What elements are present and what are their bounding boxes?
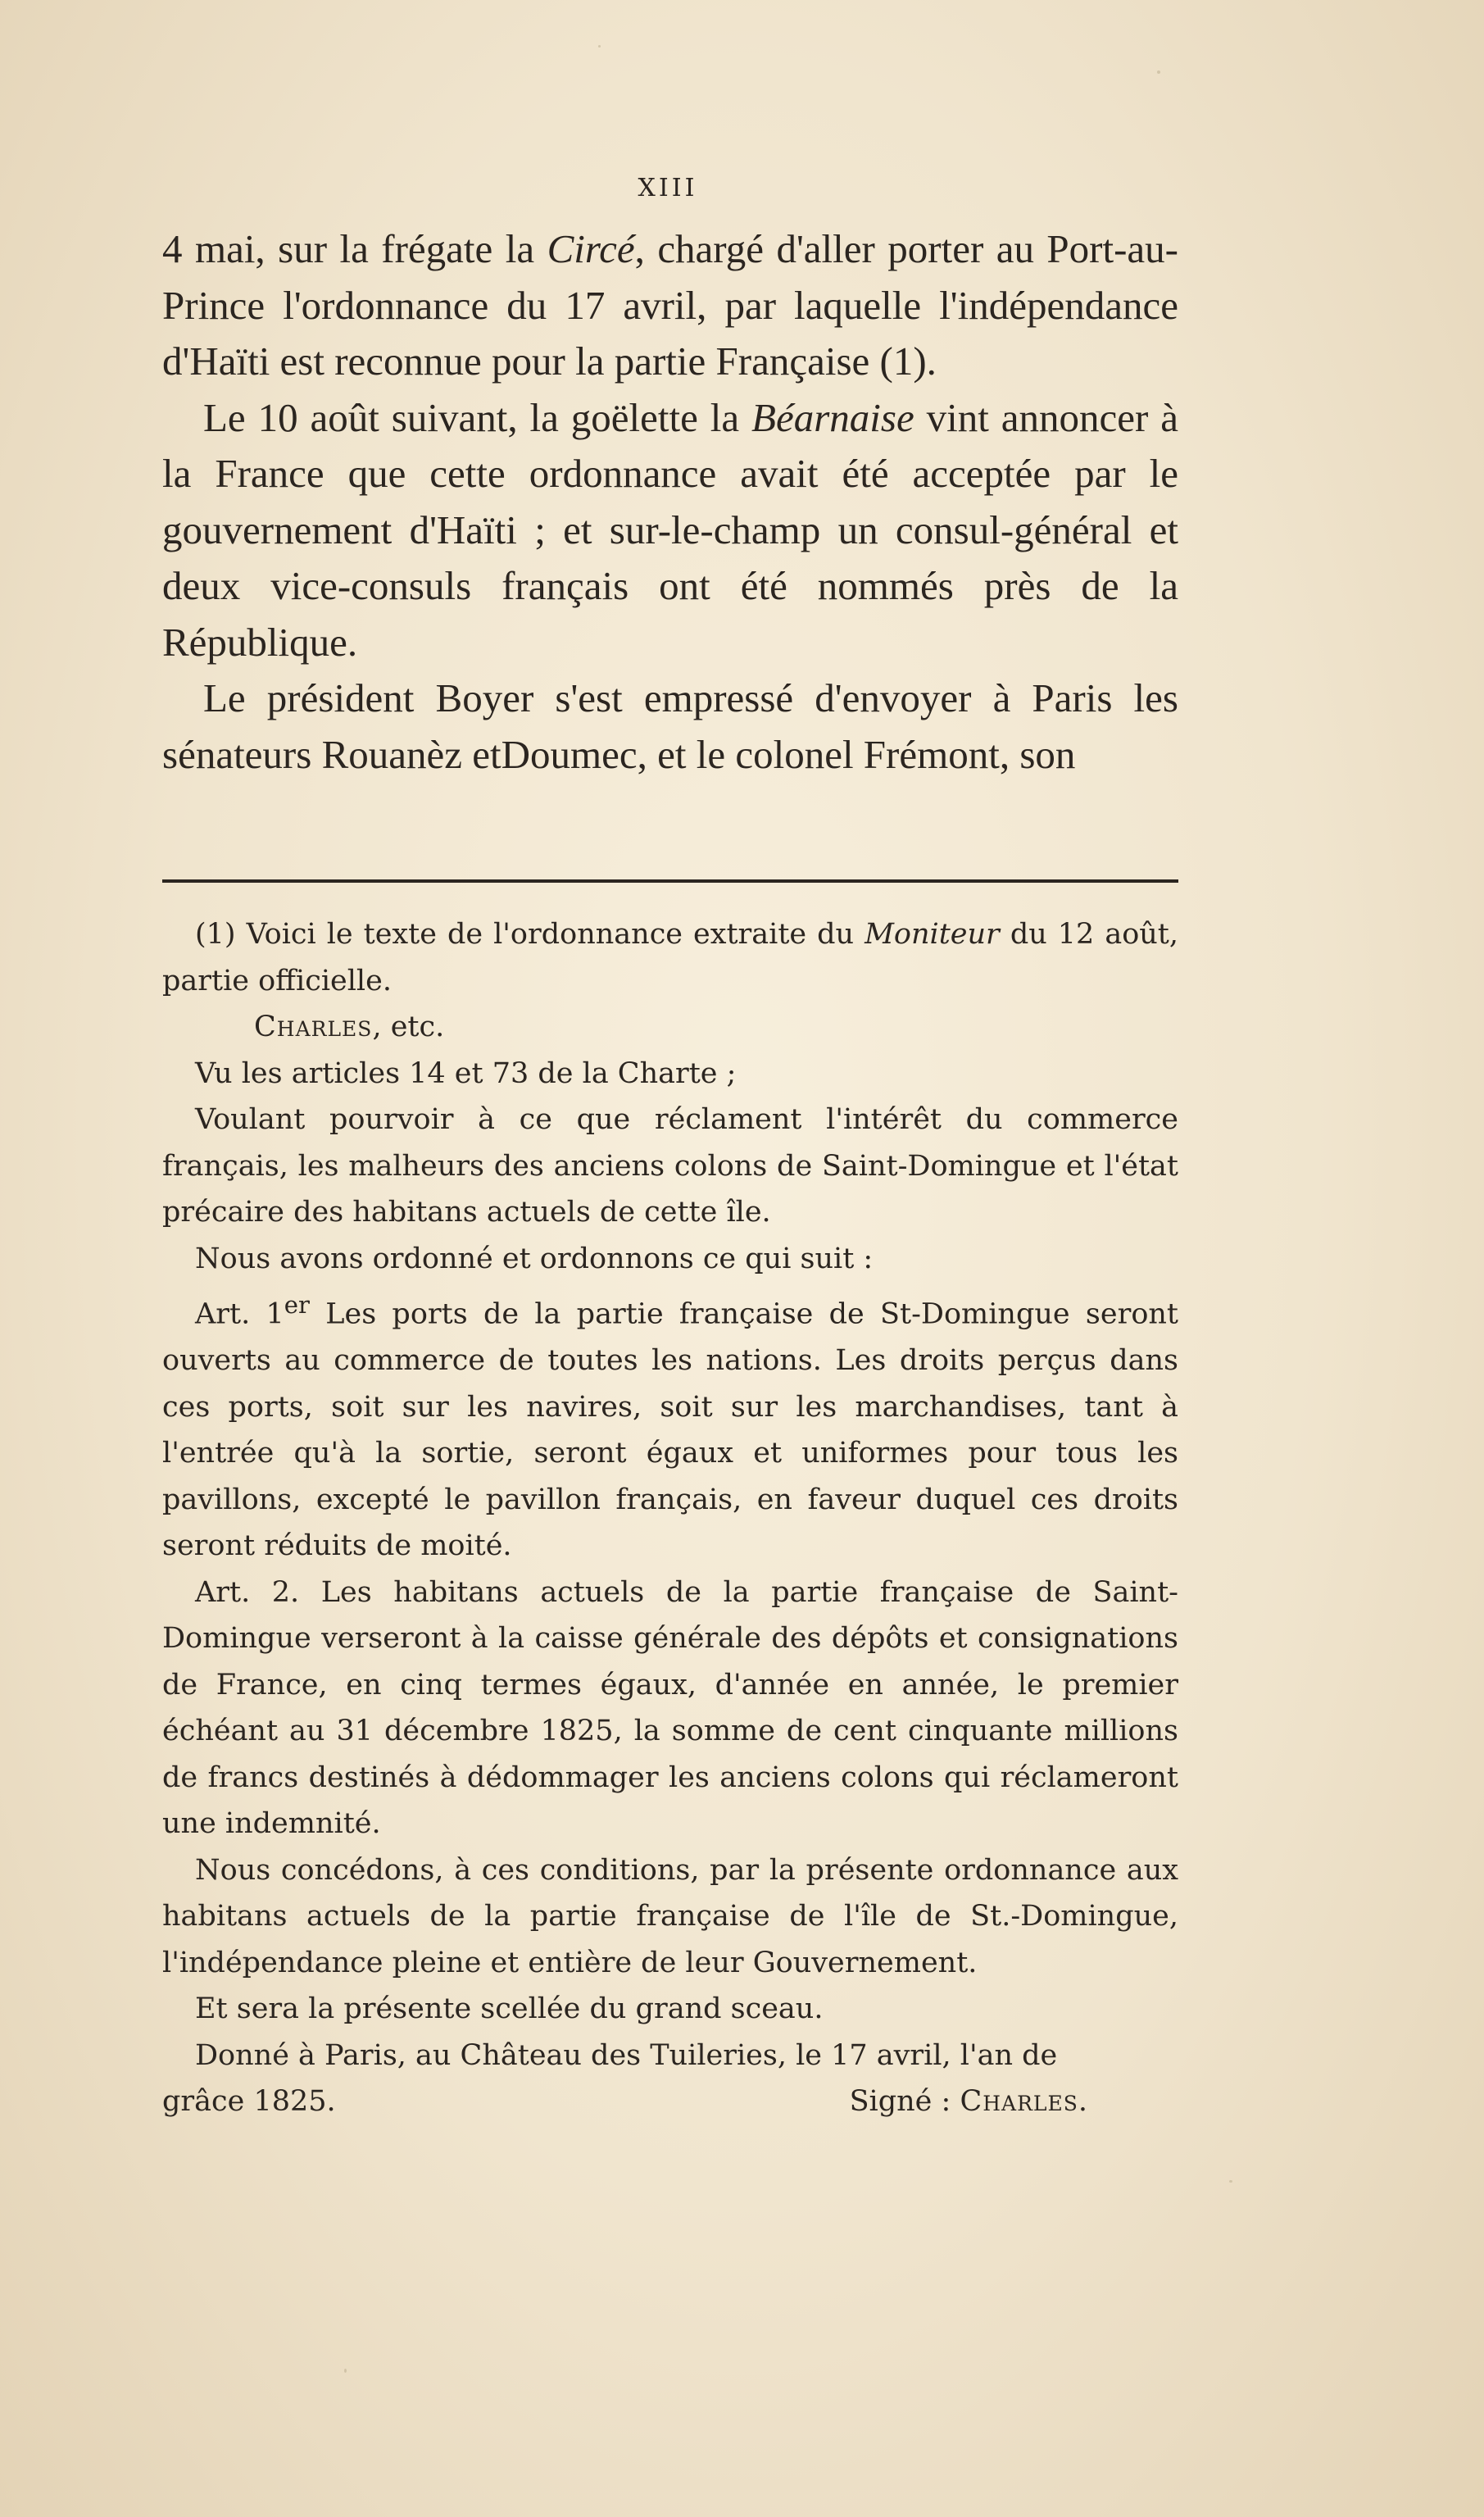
king-line-rest: , etc. [372, 1011, 445, 1043]
main-paragraph-1-rest: , chargé d'aller porter au Port-au-Prince l'ordonnance du 17 avril, par laquelle l'indépendance d'Haïti est reconnue pour la partie Française (1). [162, 226, 1178, 384]
article-1-superscript: er [284, 1291, 310, 1319]
footnote-intro-text: (1) Voici le texte de l'ordonnance extraite du [195, 918, 865, 951]
king-name: Charles [254, 1011, 373, 1043]
page-number: XIII [638, 174, 698, 202]
footnote-vu: Vu les articles 14 et 73 de la Charte ; [195, 1056, 737, 1090]
footnote-king-line [162, 1004, 1178, 1051]
main-paragraph-1 [162, 221, 1178, 390]
ship-name-bearnaise: Béarnaise [751, 394, 914, 440]
article-1-text: Les ports de la partie française de St-Domingue seront ouverts au commerce de toutes les nations. Les droits perçus dans ces ports, soit sur les navires, soit sur les marchandises, tant à l'entrée qu'à la sortie, seront égaux et uniformes pour tous les pavillons, excepté le pavillon français, en faveur duquel ces droits seront réduits de moité. [162, 1297, 1178, 1563]
main-paragraph-3: Le président Boyer s'est empressé d'envoyer à Paris les sénateurs Rouanèz etDoumec, et le colonel Frémont, son [162, 675, 1178, 777]
newspaper-title: Moniteur [865, 918, 1000, 951]
footnote-scellee: Et sera la présente scellée du grand sceau. [195, 1992, 824, 2026]
footnote [162, 911, 1178, 2125]
signature-name: Charles. [960, 2085, 1088, 2119]
footnote-voulant: Voulant pourvoir à ce que réclament l'intérêt du commerce français, les malheurs des anciens colons de Saint-Domingue et l'état précaire des habitans actuels de cette île. [162, 1103, 1178, 1229]
footnote-signature-line [162, 2079, 1178, 2125]
main-paragraph-2-rest: vint annoncer à la France que cette ordonnance avait été acceptée par le gouvernement d'Haïti ; et sur-le-champ un consul-général et deux vice-consuls français ont été nommés près de la République. [162, 394, 1178, 665]
main-paragraph-1-text: 4 mai, sur la frégate la [162, 226, 547, 271]
footnote-divider [162, 879, 1178, 883]
footnote-article-1 [162, 1282, 1178, 1570]
footnote-intro [162, 911, 1178, 1004]
footnote-donne: Donné à Paris, au Château des Tuileries, le 17 avril, l'an de [195, 2038, 1058, 2072]
footnote-article-2: Art. 2. Les habitans actuels de la partie française de Saint-Domingue verseront à la caisse générale des dépôts et consignations de France, en cinq termes égaux, d'année en année, le premier échéant au 31 décembre 1825, la somme de cent cinquante millions de francs destinés à dédommager les anciens colons qui réclameront une indemnité. [162, 1575, 1178, 1841]
footnote-nous-avons: Nous avons ordonné et ordonnons ce qui suit : [195, 1242, 874, 1275]
paper-speck [344, 2369, 347, 2373]
footnote-intro-rest: du 12 août, partie officielle. [162, 918, 1178, 997]
signature-label: Signé : [849, 2085, 960, 2119]
footnote-date-year: grâce 1825. [162, 2085, 336, 2119]
article-1-label: Art. 1 [195, 1297, 284, 1331]
main-paragraph-2 [162, 390, 1178, 671]
paper-speck [598, 45, 601, 48]
ship-name-circe: Circé [547, 226, 635, 271]
main-text [162, 221, 1178, 783]
signature [850, 2079, 1178, 2125]
paper-speck [1229, 2180, 1232, 2183]
paper-speck [1157, 70, 1160, 74]
footnote-concedons: Nous concédons, à ces conditions, par la présente ordonnance aux habitans actuels de la partie française de l'île de St.-Domingue, l'indépendance pleine et entière de leur Gouvernement. [162, 1853, 1178, 1979]
main-paragraph-2-text: Le 10 août suivant, la goëlette la [203, 394, 752, 440]
